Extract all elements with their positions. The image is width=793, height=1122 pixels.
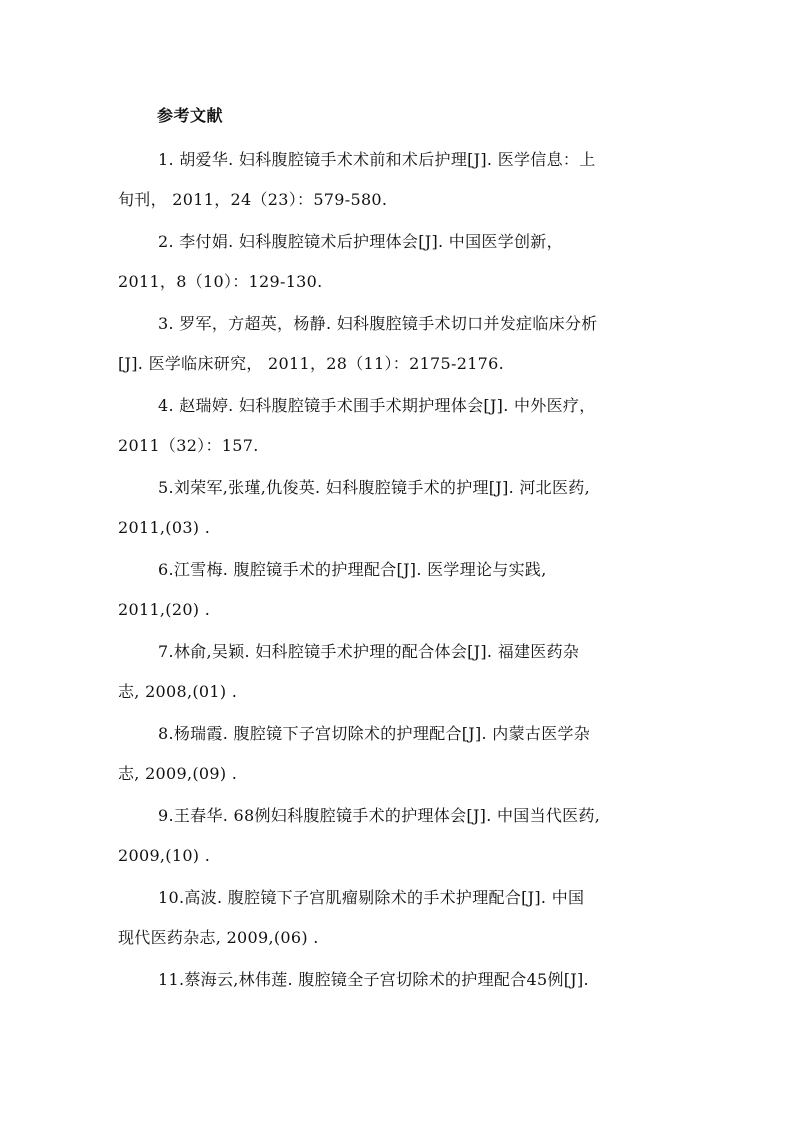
reference-line: 8.杨瑞霞. 腹腔镜下子宫切除术的护理配合[J]. 内蒙古医学杂 <box>158 724 591 743</box>
reference-item-6 <box>118 550 678 630</box>
reference-line: 7.林俞,吴颖. 妇科腔镜手术护理的配合体会[J]. 福建医药杂 <box>158 642 580 661</box>
reference-item-10 <box>118 878 678 958</box>
reference-line: 4. 赵瑞婷. 妇科腹腔镜手术围手术期护理体会[J]. 中外医疗， <box>158 396 596 415</box>
reference-line: 6.江雪梅. 腹腔镜手术的护理配合[J]. 医学理论与实践, <box>158 560 547 579</box>
reference-line: 2011,(03) . <box>118 518 211 537</box>
reference-item-8 <box>118 714 678 794</box>
reference-item-3 <box>118 304 678 384</box>
reference-line: 现代医药杂志, 2009,(06) . <box>118 928 319 947</box>
reference-line: 1. 胡爱华. 妇科腹腔镜手术术前和术后护理[J]. 医学信息：上 <box>158 150 596 169</box>
reference-line: 志, 2008,(01) . <box>118 682 238 701</box>
reference-line: 5.刘荣军,张瑾,仇俊英. 妇科腹腔镜手术的护理[J]. 河北医药, <box>158 478 590 497</box>
reference-line: 10.高波. 腹腔镜下子宫肌瘤剔除术的手术护理配合[J]. 中国 <box>158 888 585 907</box>
reference-item-7 <box>118 632 678 712</box>
reference-line: 2. 李付娟. 妇科腹腔镜术后护理体会[J]. 中国医学创新， <box>158 232 563 251</box>
reference-item-1 <box>118 140 678 220</box>
reference-item-4 <box>118 386 678 466</box>
reference-line: 2011（32）：157. <box>118 436 259 455</box>
reference-line: 11.蔡海云,林伟莲. 腹腔镜全子宫切除术的护理配合45例[J]. <box>158 970 589 989</box>
reference-item-2 <box>118 222 678 302</box>
reference-line: 3. 罗军，方超英，杨静. 妇科腹腔镜手术切口并发症临床分析 <box>158 314 598 333</box>
reference-item-11 <box>118 960 678 1000</box>
reference-line: 2011，8（10）：129-130. <box>118 272 323 291</box>
reference-line: 志, 2009,(09) . <box>118 764 238 783</box>
reference-line: 2009,(10) . <box>118 846 211 865</box>
reference-line: [J]. 医学临床研究， 2011，28（11）：2175-2176. <box>118 354 505 373</box>
reference-item-5 <box>118 468 678 548</box>
reference-line: 旬刊， 2011，24（23）：579-580. <box>118 190 388 209</box>
reference-line: 2011,(20) . <box>118 600 211 619</box>
references-heading: 参考文献 <box>157 106 224 125</box>
reference-item-9 <box>118 796 678 876</box>
reference-line: 9.王春华. 68例妇科腹腔镜手术的护理体会[J]. 中国当代医药, <box>158 806 601 825</box>
